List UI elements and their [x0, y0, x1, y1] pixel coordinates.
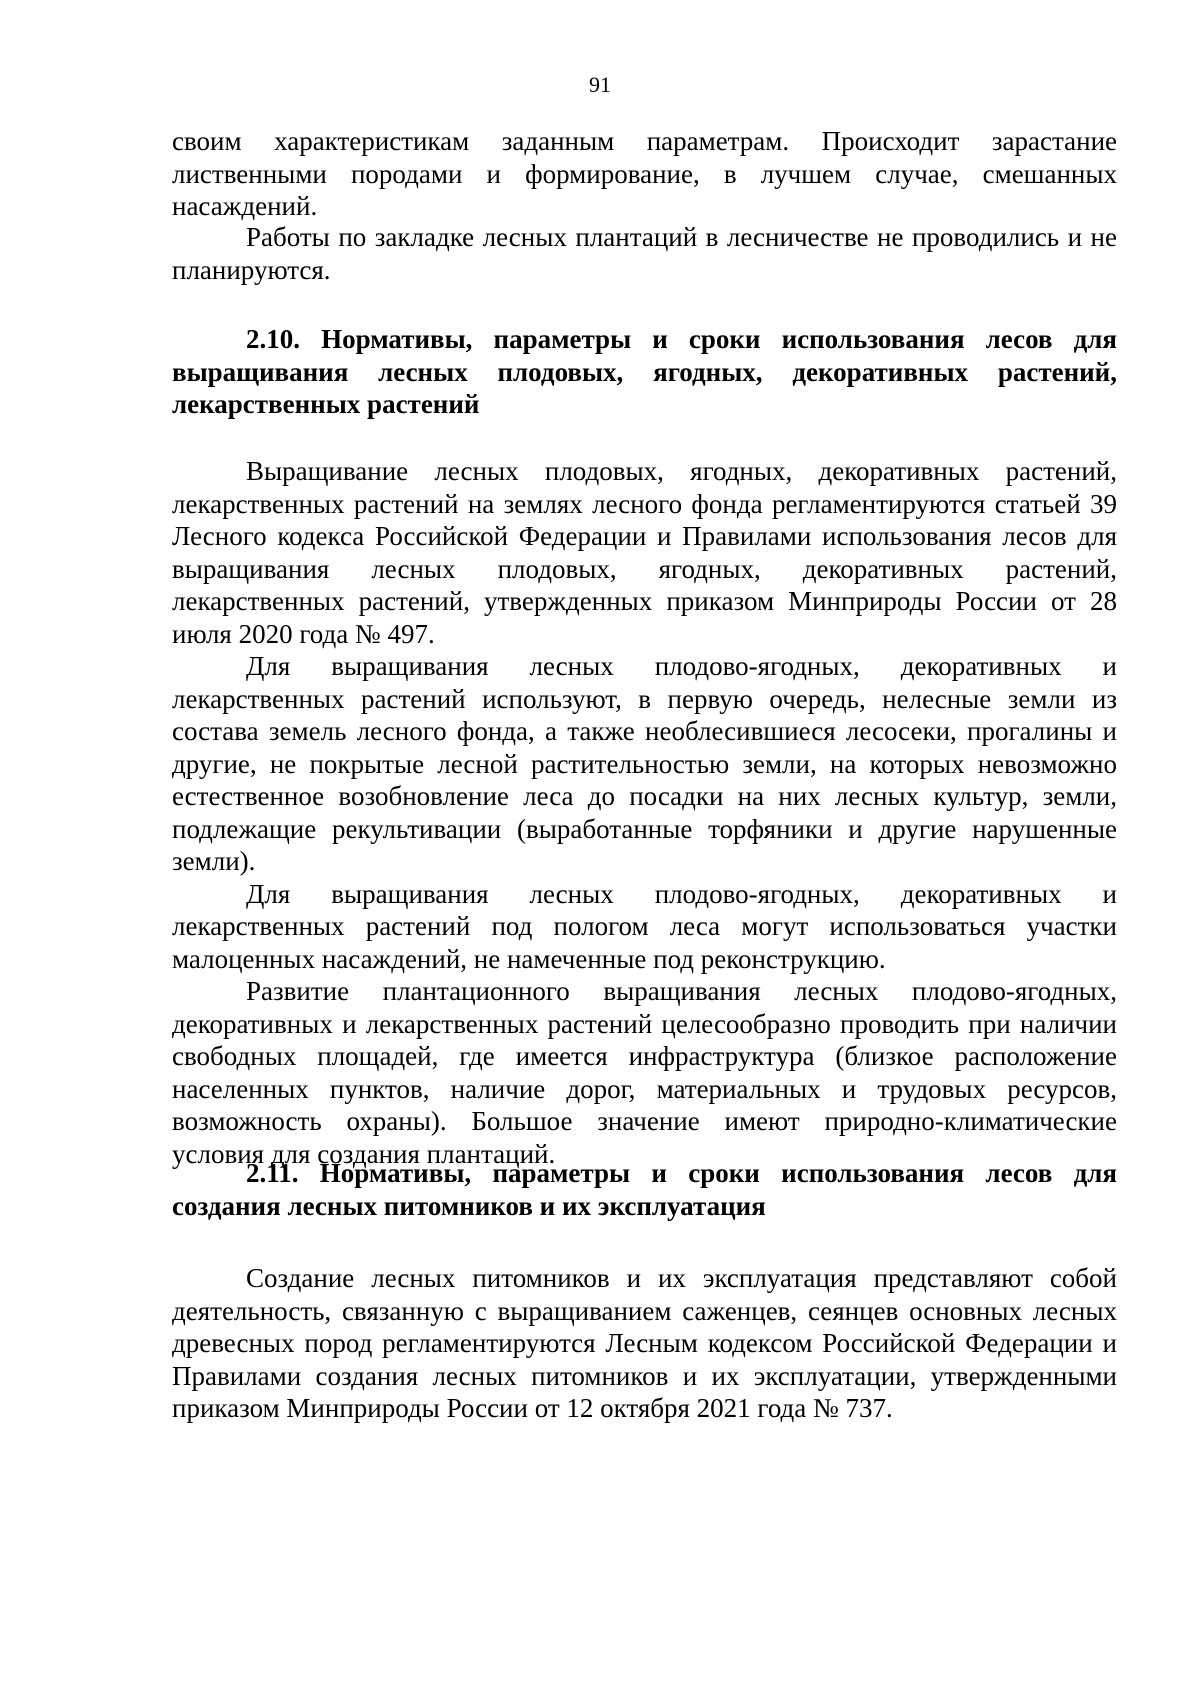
section-2-11-heading-block [172, 1157, 1117, 1222]
section-2-10-heading-block [172, 323, 1117, 421]
page-number: 91 [589, 72, 611, 97]
plantations-paragraph-block [172, 221, 1117, 286]
section-heading-2-10: 2.10. Нормативы, параметры и сроки использования лесов для выращивания лесных плодовых, ягодных, декоративных растений, лекарственных растений [172, 324, 1117, 419]
section-2-11-body [172, 1262, 1117, 1425]
paragraph-2-10-regulation: Выращивание лесных плодовых, ягодных, декоративных растений, лекарственных растений на землях лесного фонда регламентируются статьей 39 Лесного кодекса Российской Федерации и Правилами использования лесов для выращивания лесных плодовых, ягодных, декоративных растений, лекарственных растений, утвержденных приказом Минприроды России от 28 июля 2020 года № 497. [172, 456, 1117, 649]
paragraph-2-11-nurseries: Создание лесных питомников и их эксплуатация представляют собой деятельность, связанную с выращиванием саженцев, сеянцев основных лесных древесных пород регламентируются Лесным кодексом Российской Федерации и Правилами создания лесных питомников и их эксплуатации, утвержденными приказом Минприроды России от 12 октября 2021 года № 737. [172, 1263, 1117, 1423]
paragraph-intro: своим характеристикам заданным параметрам. Происходит зарастание лиственными породами и формирование, в лучшем случае, смешанных насаждений. [172, 126, 1117, 221]
section-heading-2-11: 2.11. Нормативы, параметры и сроки использования лесов для создания лесных питомников и их эксплуатация [172, 1158, 1117, 1221]
paragraph-2-10-lands: Для выращивания лесных плодово-ягодных, декоративных и лекарственных растений используют, в первую очередь, нелесные земли из состава земель лесного фонда, а также необлесившиеся лесосеки, прогалины и другие, не покрытые лесной растительностью земли, на которых невозможно естественное возобновление леса до посадки на них лесных культур, земли, подлежащие рекультивации (выработанные торфяники и другие нарушенные земли). [172, 651, 1117, 876]
paragraph-2-10-development: Развитие плантационного выращивания лесных плодово-ягодных, декоративных и лекарственных растений целесообразно проводить при наличии свободных площадей, где имеется инфраструктура (близкое расположение населенных пунктов, наличие дорог, материальных и трудовых ресурсов, возможность охраны). Большое значение имеют природно-климатические условия для создания плантаций. [172, 976, 1117, 1169]
intro-paragraph-block [172, 125, 1117, 223]
paragraph-2-10-canopy: Для выращивания лесных плодово-ягодных, декоративных и лекарственных растений под пологом леса могут использоваться участки малоценных насаждений, не намеченные под реконструкцию. [172, 878, 1117, 974]
section-2-10-body [172, 455, 1117, 1170]
paragraph-plantations: Работы по закладке лесных плантаций в лесничестве не проводились и не планируются. [172, 222, 1117, 285]
